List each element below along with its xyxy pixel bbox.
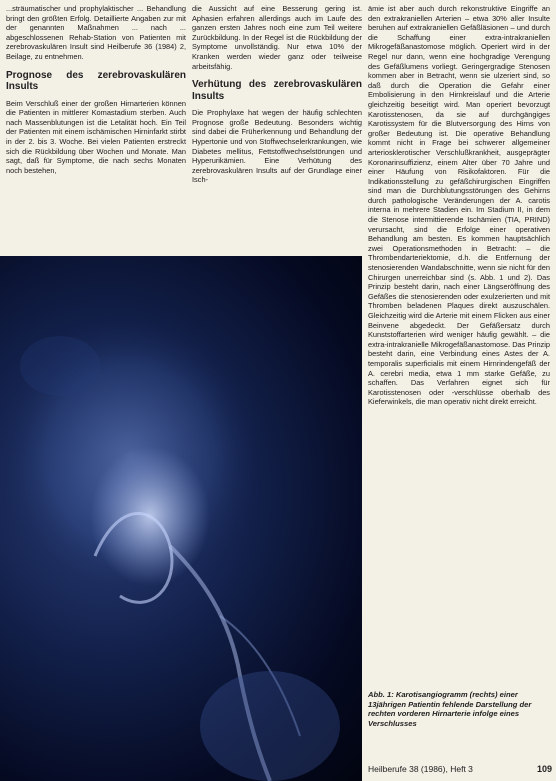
column-2-intro: die Aussicht auf eine Besserung gering ist. Aphasien erfahren allerdings auch im Laufe des ganzen ersten Jahres noch eine zum Teil weitere Zurückbildung. In der Regel ist die Rückbildung der Symptome unvollständig. Nur etwa 10% der Kranken werden wieder ganz oder teilweise arbeitsfähig. [192,4,362,71]
angiogram-image [0,256,362,781]
column-1-body: Beim Verschluß einer der großen Hirnarterien können die Patienten in mittlerer Komastadium sterben. Auch nach Massenblutungen ist die Letalität hoch. Ein Teil der Patienten mit einem ischämischen Hirninfarkt stirbt in der 2. bis 3. Woche. Bei vielen Patienten erstreckt sich die Rückbildung über Wochen und Monate. Man sagt, daß für Symptome, die nach sechs Monaten noch bestehen, [6,98,186,175]
column-2-body: Die Prophylaxe hat wegen der häufig schlechten Prognose große Bedeutung. Besonders wichtig sind dabei die Früherkennung und Behandlung der Hypertonie und von Stoffwechselerkrankungen, wie Diabetes mellitus, Fettstoffwechselstörungen und Hyperurikämien. Eine Verhütung des zerebrovaskulären Insults auf der Grundlage einer Isch- [192,108,362,185]
column-3-text: ämie ist aber auch durch rekonstruktive Eingriffe an den extrakraniellen Arterien – etwa 30% aller Insulte beruhen auf extrakraniellen Gefäßläsionen – und durch die Schaffung einer extra-intrakraniellen Mikrogefäßanastomose möglich. Operiert wird in der Regel nur dann, wenn eine hochgradige Verengung des Gefäßlumens vorliegt. Geringergradige Stenosen kommen aber in Betracht, wenn sie ulzeriert sind, so daß durch die Operation die Gefahr einer Embolisierung in den Hirnkreislauf und die Arterie gleichzeitig beseitigt wird. Man operiert bevorzugt Karotisstenosen, da sie auf durchgängiges Karotissystem für die Blutversorgung des Hirns von großer Bedeutung ist. Die operative Behandlung kommt nicht in Frage bei schwerer allgemeiner arteriosklerotischer Verschlußkrankheit, ausgeprägter Koronarinsuffizienz, einem Alter über 70 Jahre und einer Häufung von Risikofaktoren. Für die Indikationsstellung zu gefäßchirurgischen Eingriffen sind man die Durchblutungsstörungen des Gehirns durch pathologische Veränderungen der A. carotis interna in mehrere Stadien ein. Im Stadium II, in dem die Stenose intermittierende Ischämien (TIA, PRIND) verursacht, sind die Erfolge einer operativen Behandlung am besten. Es kommen hauptsächlich zwei Operationsmethoden in Betracht: – die Thrombendarteriektomie, d.h. die Entfernung der stenosierenden Wandabschnitte, wenn sie nicht für den Chirurgen unerreichbar sind (s. Abb. 1 und 2). Das Prinzip besteht darin, nach einer Längseröffnung des Gefäßes die stenosierenden oder exulzerierten und mit Thromben beladenen Plaques direkt auszuschälen. Gleichzeitig wird die Arterie mit einem Flicken aus einer Beinvene abgedeckt. Der Gefäßersatz durch Kunststoffarterien wird weniger häufig gewählt. – die extra-intrakranielle Mikrogefäßanastomose. Das Prinzip besteht darin, eine Verbindung eines Astes der A. temporalis superficialis mit einem Hirnrindengefäß der A. cerebri media, etwa 1 mm starke Gefäße, zu schaffen. Das Verfahren eignet sich für Karotisstenosen oder -verschlüsse oberhalb des Kieferwinkels, die man operativ nicht direkt erreicht. [368,4,550,407]
column-2 [192,4,362,254]
page-number: 109 [536,764,552,774]
section-heading-prevention: Verhütung des zerebrovaskulären Insults [192,79,362,102]
figure-caption: Abb. 1: Karotisangiogramm (rechts) einer 13jährigen Patientin fehlende Darstellung der rechten vorderen Hirnarterie infolge eines Verschlusses [368,690,532,728]
column-1 [6,4,186,254]
section-heading-prognosis: Prognose des zerebrovaskulären Insults [6,69,186,93]
column-1-intro: ...sträumatischer und prophylaktischer ... Behandlung bringt den größten Erfolg. Detaillierte Angaben zur mit der genannten Maßnahmen ... nach ... abgeschlossenen Rehab-Station von Patienten mit zerebrovaskulären Insult sind Heilberufe 36 (1984) 2, Beilage, zu entnehmen. [6,4,186,61]
journal-reference: Heilberufe 38 (1986), Heft 3 [368,764,473,774]
angiogram-graphic [0,256,362,781]
column-3 [368,4,550,686]
page-footer [368,764,552,774]
